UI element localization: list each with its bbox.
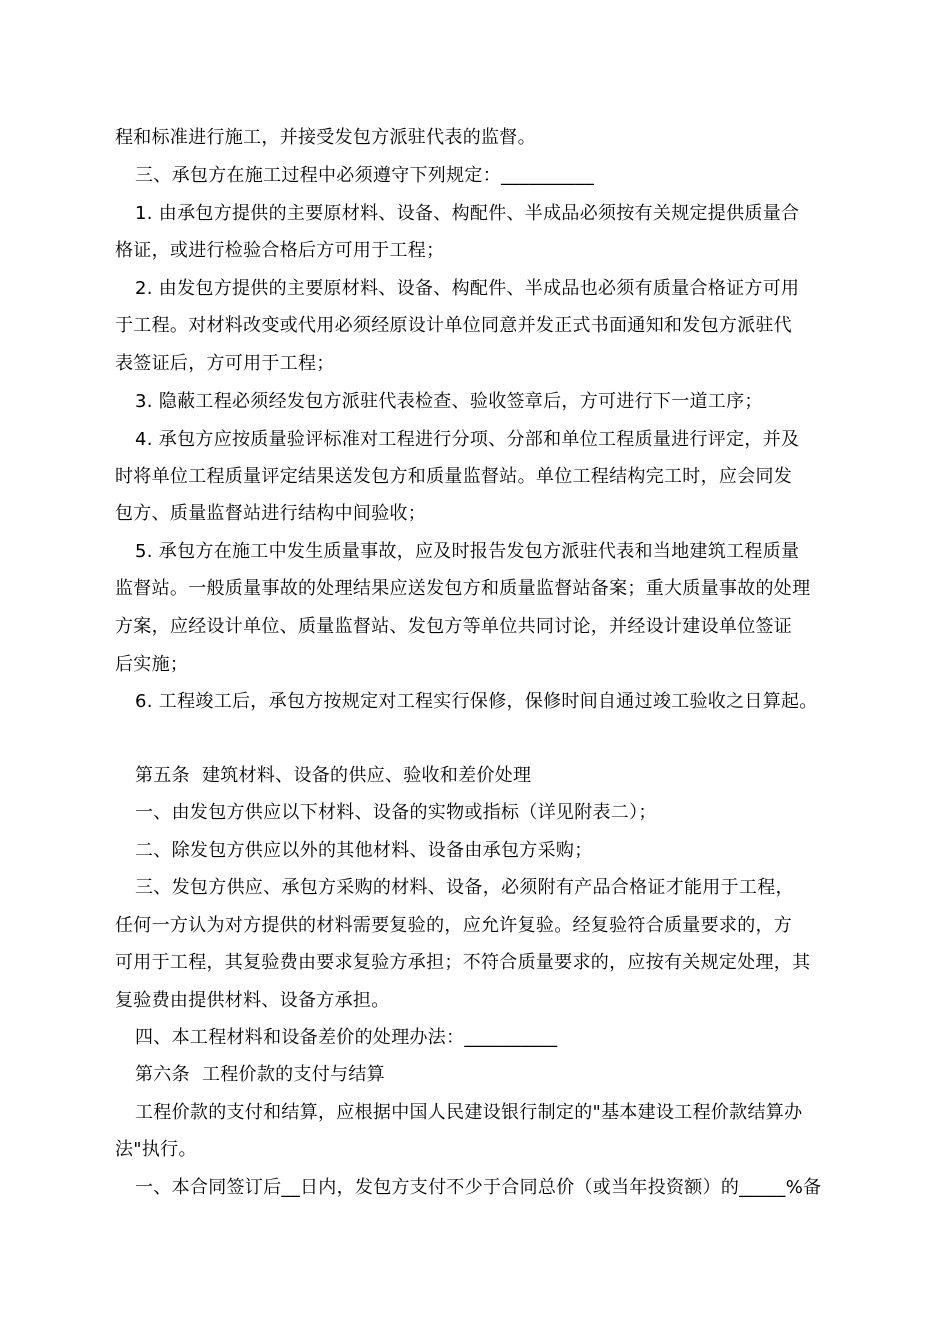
list-item: 5. 承包方在施工中发生质量事故，应及时报告发包方派驻代表和当地建筑工程质量 <box>135 541 800 562</box>
text-line: 复验费由提供材料、设备方承担。 <box>115 990 390 1011</box>
article-heading: 第五条 建筑材料、设备的供应、验收和差价处理 <box>135 765 532 786</box>
clause-heading: 三、承包方在施工过程中必须遵守下列规定：__________ <box>135 165 594 186</box>
clause-item: 一、由发包方供应以下材料、设备的实物或指标（详见附表二）； <box>135 802 657 823</box>
text-line: 包方、质量监督站进行结构中间验收； <box>115 503 427 524</box>
text-line: 于工程。对材料改变或代用必须经原设计单位同意并发正式书面通知和发包方派驻代 <box>115 315 793 336</box>
clause-item: 四、本工程材料和设备差价的处理办法：__________ <box>135 1027 558 1048</box>
list-item: 2. 由发包方提供的主要原材料、设备、构配件、半成品也必须有质量合格证方可用 <box>135 278 800 299</box>
list-item: 3. 隐蔽工程必须经发包方派驻代表检查、验收签章后，方可进行下一道工序； <box>135 391 763 412</box>
text-line: 法"执行。 <box>115 1139 197 1160</box>
text-line: 方案，应经设计单位、质量监督站、发包方等单位共同讨论，并经设计建设单位签证 <box>115 616 793 637</box>
text-line: 时将单位工程质量评定结果送发包方和质量监督站。单位工程结构完工时，应会同发 <box>115 466 793 487</box>
text-line: 程和标准进行施工，并接受发包方派驻代表的监督。 <box>115 127 536 148</box>
clause-item: 一、本合同签订后__日内，发包方支付不少于合同总价（或当年投资额）的_____%备 <box>135 1177 822 1198</box>
text-line: 可用于工程，其复验费由要求复验方承担；不符合质量要求的，应按有关规定处理，其 <box>115 952 811 973</box>
list-item: 4. 承包方应按质量验评标准对工程进行分项、分部和单位工程质量进行评定，并及 <box>135 429 800 450</box>
clause-item: 三、发包方供应、承包方采购的材料、设备，必须附有产品合格证才能用于工程， <box>135 877 794 898</box>
text-line: 后实施； <box>115 654 189 675</box>
text-line: 监督站。一般质量事故的处理结果应送发包方和质量监督站备案；重大质量事故的处理 <box>115 578 811 599</box>
clause-item: 二、除发包方供应以外的其他材料、设备由承包方采购； <box>135 840 593 861</box>
text-line: 表签证后，方可用于工程； <box>115 353 335 374</box>
article-heading: 第六条 工程价款的支付与结算 <box>135 1064 385 1085</box>
text-line: 工程价款的支付和结算，应根据中国人民建设银行制定的"基本建设工程价款结算办 <box>135 1102 803 1123</box>
text-line: 任何一方认为对方提供的材料需要复验的，应允许复验。经复验符合质量要求的，方 <box>115 915 793 936</box>
text-line: 格证，或进行检验合格后方可用于工程； <box>115 240 445 261</box>
list-item: 1. 由承包方提供的主要原材料、设备、构配件、半成品必须按有关规定提供质量合 <box>135 203 800 224</box>
list-item: 6. 工程竣工后，承包方按规定对工程实行保修，保修时间自通过竣工验收之日算起。 <box>135 691 818 712</box>
